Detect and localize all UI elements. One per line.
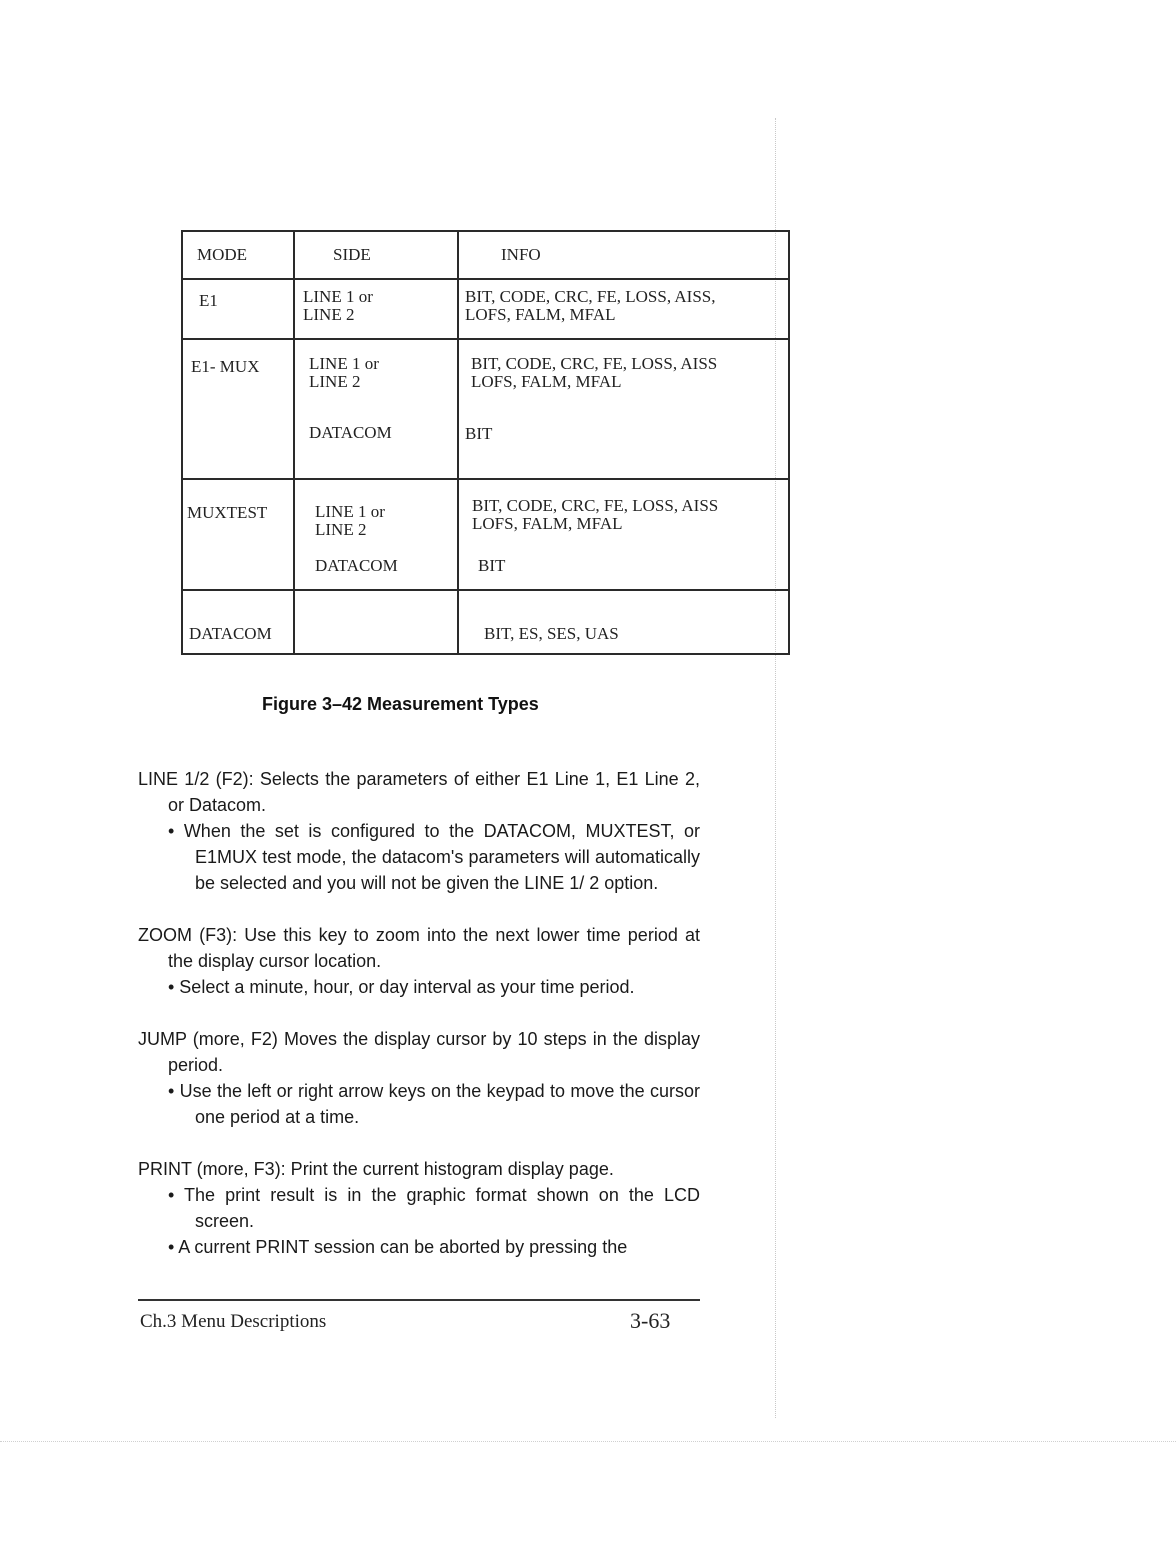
side-text: LINE 1 or LINE 2 [309, 354, 379, 391]
table-row [182, 279, 789, 339]
section-lead: LINE 1/2 (F2): Selects the parameters of either E1 Line 1, E1 Line 2, or Datacom. [138, 769, 700, 815]
section-lead: PRINT (more, F3): Print the current histogram display page. [138, 1159, 614, 1179]
info-text: BIT, CODE, CRC, FE, LOSS, AISS LOFS, FALM, MFAL [472, 496, 719, 533]
cell-mode: E1 [182, 279, 294, 339]
cell-mode: MUXTEST [182, 479, 294, 590]
section-zoom [138, 922, 700, 1000]
cell-side [294, 479, 458, 590]
info-text: BIT, CODE, CRC, FE, LOSS, AISS, LOFS, FALM, MFAL [465, 287, 716, 324]
section-print [138, 1156, 700, 1260]
bullet-item: • The print result is in the graphic format shown on the LCD screen. [168, 1185, 700, 1231]
table-row [182, 339, 789, 479]
section-jump [138, 1026, 700, 1130]
header-mode: MODE [182, 231, 294, 279]
table-header-row [182, 231, 789, 279]
cell-info [458, 339, 789, 479]
section-line [138, 766, 700, 896]
cell-info [458, 479, 789, 590]
info-text-2: BIT [465, 424, 493, 443]
header-info: INFO [458, 231, 789, 279]
cell-mode: E1- MUX [182, 339, 294, 479]
info-text-2: BIT [478, 556, 506, 575]
section-lead: JUMP (more, F2) Moves the display cursor by 10 steps in the display period. [138, 1029, 700, 1075]
cell-side [294, 339, 458, 479]
table-row [182, 479, 789, 590]
page-bottom-edge [0, 1441, 1176, 1442]
cell-info [458, 279, 789, 339]
cell-info: BIT, ES, SES, UAS [458, 590, 789, 654]
cell-side [294, 279, 458, 339]
footer-chapter: Ch.3 Menu Descriptions [140, 1311, 327, 1332]
bullet-item: • Use the left or right arrow keys on the keypad to move the cursor one period at a time. [168, 1081, 700, 1127]
measurement-types-table [181, 230, 790, 655]
section-lead: ZOOM (F3): Use this key to zoom into the next lower time period at the display cursor location. [138, 925, 700, 971]
footer-rule [138, 1299, 700, 1301]
page-number: 3-63 [630, 1308, 671, 1333]
header-side: SIDE [294, 231, 458, 279]
cell-side-empty [294, 590, 458, 654]
side-text-2: DATACOM [309, 423, 392, 442]
bullet-item: • A current PRINT session can be aborted by pressing the [168, 1237, 628, 1257]
table-row [182, 590, 789, 654]
cell-mode: DATACOM [182, 590, 294, 654]
figure-caption: Figure 3–42 Measurement Types [262, 694, 539, 714]
side-text: LINE 1 or LINE 2 [303, 287, 373, 324]
bullet-item: • When the set is configured to the DATACOM, MUXTEST, or E1MUX test mode, the datacom's parameters will automatically be selected and you will not be given the LINE 1/ 2 option. [168, 821, 700, 893]
side-text-2: DATACOM [315, 556, 398, 575]
side-text: LINE 1 or LINE 2 [315, 502, 385, 539]
body-text [138, 766, 700, 1286]
info-text: BIT, CODE, CRC, FE, LOSS, AISS LOFS, FALM, MFAL [471, 354, 718, 391]
bullet-item: • Select a minute, hour, or day interval as your time period. [168, 977, 635, 997]
